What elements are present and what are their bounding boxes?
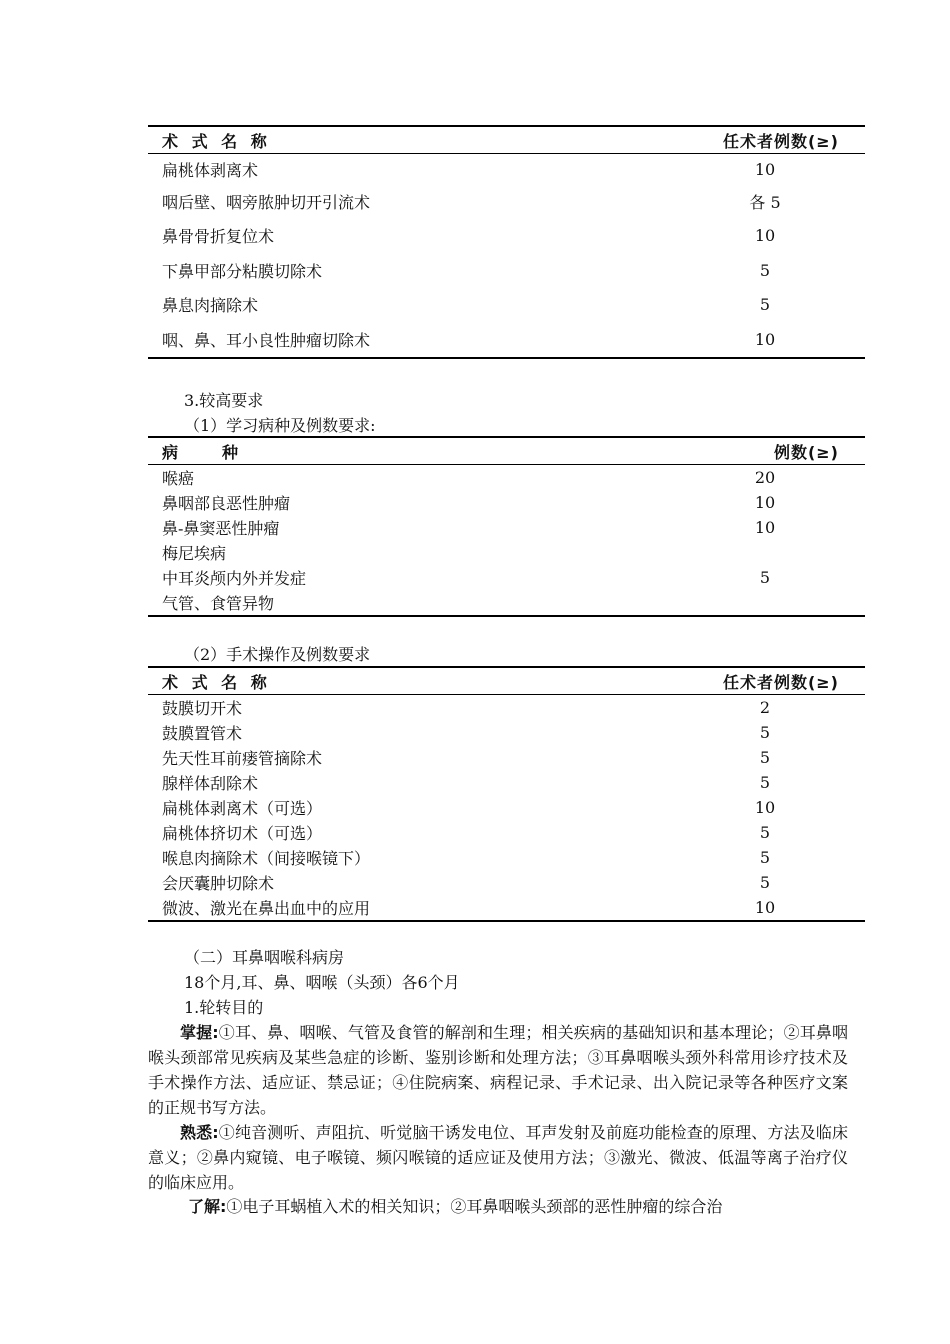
case-count: 5 bbox=[759, 748, 771, 767]
ward-section-title: （二）耳鼻咽喉科病房 bbox=[184, 948, 345, 967]
table-row bbox=[148, 565, 865, 590]
case-count: 5 bbox=[759, 295, 771, 315]
purpose-title: 1.轮转目的 bbox=[184, 998, 264, 1017]
disease-name: 喉癌 bbox=[162, 469, 195, 488]
table-row bbox=[148, 845, 865, 870]
case-count: 10 bbox=[754, 493, 776, 512]
case-count: 5 bbox=[759, 568, 771, 587]
table-row bbox=[148, 720, 865, 745]
case-count: 5 bbox=[759, 773, 771, 792]
disease-name: 鼻咽部良恶性肿瘤 bbox=[162, 494, 291, 513]
surgery-name: 扁桃体剥离术 bbox=[162, 160, 259, 180]
case-count bbox=[665, 590, 865, 616]
case-count: 5 bbox=[759, 823, 771, 842]
surgery-name: 扁桃体剥离术（可选） bbox=[162, 799, 323, 818]
understand-paragraph bbox=[148, 1194, 848, 1219]
table-header bbox=[148, 667, 865, 695]
understand-label: 了解: bbox=[188, 1197, 227, 1216]
surgery-name: 扁桃体挤切术（可选） bbox=[162, 824, 323, 843]
table-row bbox=[148, 253, 865, 288]
table-row bbox=[148, 490, 865, 515]
surgery-name: 微波、激光在鼻出血中的应用 bbox=[148, 895, 665, 921]
case-count: 10 bbox=[754, 159, 776, 179]
surgery-name: 咽后壁、咽旁脓肿切开引流术 bbox=[162, 192, 371, 212]
case-count: 5 bbox=[759, 873, 771, 892]
table-row bbox=[148, 288, 865, 323]
familiar-label: 熟悉: bbox=[180, 1123, 219, 1142]
table-row bbox=[148, 465, 865, 491]
header-surgery-name: 术 式 名 称 bbox=[148, 126, 665, 154]
surgery-name: 咽、鼻、耳小良性肿瘤切除术 bbox=[148, 322, 665, 358]
understand-text: ①电子耳蜗植入术的相关知识；②耳鼻咽喉头颈部的恶性肿瘤的综合治 bbox=[226, 1197, 723, 1216]
case-count bbox=[665, 540, 865, 565]
table-row bbox=[148, 590, 865, 616]
header-disease: 病 种 bbox=[148, 437, 665, 465]
surgery-name: 腺样体刮除术 bbox=[162, 774, 259, 793]
surgery-name: 先天性耳前瘘管摘除术 bbox=[162, 749, 323, 768]
master-text: ①耳、鼻、咽喉、气管及食管的解剖和生理；相关疾病的基础知识和基本理论；②耳鼻咽喉头颈部常见疾病及某些急症的诊断、鉴别诊断和处理方法；③耳鼻咽喉头颈外科常用诊疗技术及手术操作方法、适应证、禁忌证；④住院病案、病程记录、手术记录、出入院记录等各种医疗文案的正规书写方法。 bbox=[148, 1023, 848, 1117]
case-count: 20 bbox=[754, 468, 776, 487]
disease-name: 梅尼埃病 bbox=[162, 544, 227, 563]
subtitle-diseases: （1）学习病种及例数要求: bbox=[184, 416, 376, 435]
table-row bbox=[148, 154, 865, 185]
header-case-count: 任术者例数(≥) bbox=[665, 126, 865, 154]
table-row bbox=[148, 540, 865, 565]
table-row bbox=[148, 219, 865, 254]
table-row bbox=[148, 770, 865, 795]
header-surgery-name: 术 式 名 称 bbox=[148, 667, 665, 695]
disease-name: 气管、食管异物 bbox=[148, 590, 665, 616]
case-count: 10 bbox=[754, 798, 776, 817]
header-case-count: 例数(≥) bbox=[665, 437, 865, 465]
subtitle-surgery: （2）手术操作及例数要求 bbox=[184, 645, 371, 664]
table-row bbox=[148, 515, 865, 540]
case-count: 5 bbox=[759, 848, 771, 867]
surgery-table-2 bbox=[148, 666, 865, 922]
master-paragraph bbox=[148, 1020, 848, 1120]
case-count: 各 5 bbox=[749, 192, 781, 212]
case-count: 5 bbox=[759, 723, 771, 742]
master-label: 掌握: bbox=[180, 1023, 219, 1042]
familiar-text: ①纯音测听、声阻抗、听觉脑干诱发电位、耳声发射及前庭功能检查的原理、方法及临床意义；②鼻内窥镜、电子喉镜、频闪喉镜的适应证及使用方法；③激光、微波、低温等离子治疗仪的临床应用。 bbox=[148, 1123, 848, 1192]
disease-name: 鼻-鼻窦恶性肿瘤 bbox=[162, 519, 280, 538]
table-row bbox=[148, 895, 865, 921]
surgery-name: 鼓膜置管术 bbox=[162, 724, 243, 743]
familiar-paragraph bbox=[148, 1120, 848, 1195]
surgery-name: 鼓膜切开术 bbox=[162, 699, 243, 718]
ward-duration: 18个月,耳、鼻、咽喉（头颈）各6个月 bbox=[184, 973, 460, 992]
surgery-name: 鼻骨骨折复位术 bbox=[162, 227, 275, 247]
table-row bbox=[148, 795, 865, 820]
surgery-table-1 bbox=[148, 125, 865, 359]
surgery-name: 会厌囊肿切除术 bbox=[162, 874, 275, 893]
case-count: 10 bbox=[754, 226, 776, 246]
case-count: 10 bbox=[754, 518, 776, 537]
table-row bbox=[148, 745, 865, 770]
disease-name: 中耳炎颅内外并发症 bbox=[162, 569, 307, 588]
surgery-name: 下鼻甲部分粘膜切除术 bbox=[162, 261, 323, 281]
surgery-name: 喉息肉摘除术（间接喉镜下） bbox=[162, 849, 371, 868]
table-header bbox=[148, 437, 865, 465]
table-row bbox=[148, 820, 865, 845]
case-count: 5 bbox=[759, 260, 771, 280]
case-count: 10 bbox=[665, 322, 865, 358]
case-count: 2 bbox=[759, 698, 771, 717]
case-count: 10 bbox=[665, 895, 865, 921]
table-row bbox=[148, 184, 865, 219]
header-case-count: 任术者例数(≥) bbox=[665, 667, 865, 695]
disease-table bbox=[148, 436, 865, 617]
table-header bbox=[148, 126, 865, 154]
table-row bbox=[148, 695, 865, 721]
table-row bbox=[148, 322, 865, 358]
section-title-higher-requirements: 3.较高要求 bbox=[184, 391, 264, 410]
table-row bbox=[148, 870, 865, 895]
surgery-name: 鼻息肉摘除术 bbox=[162, 296, 259, 316]
